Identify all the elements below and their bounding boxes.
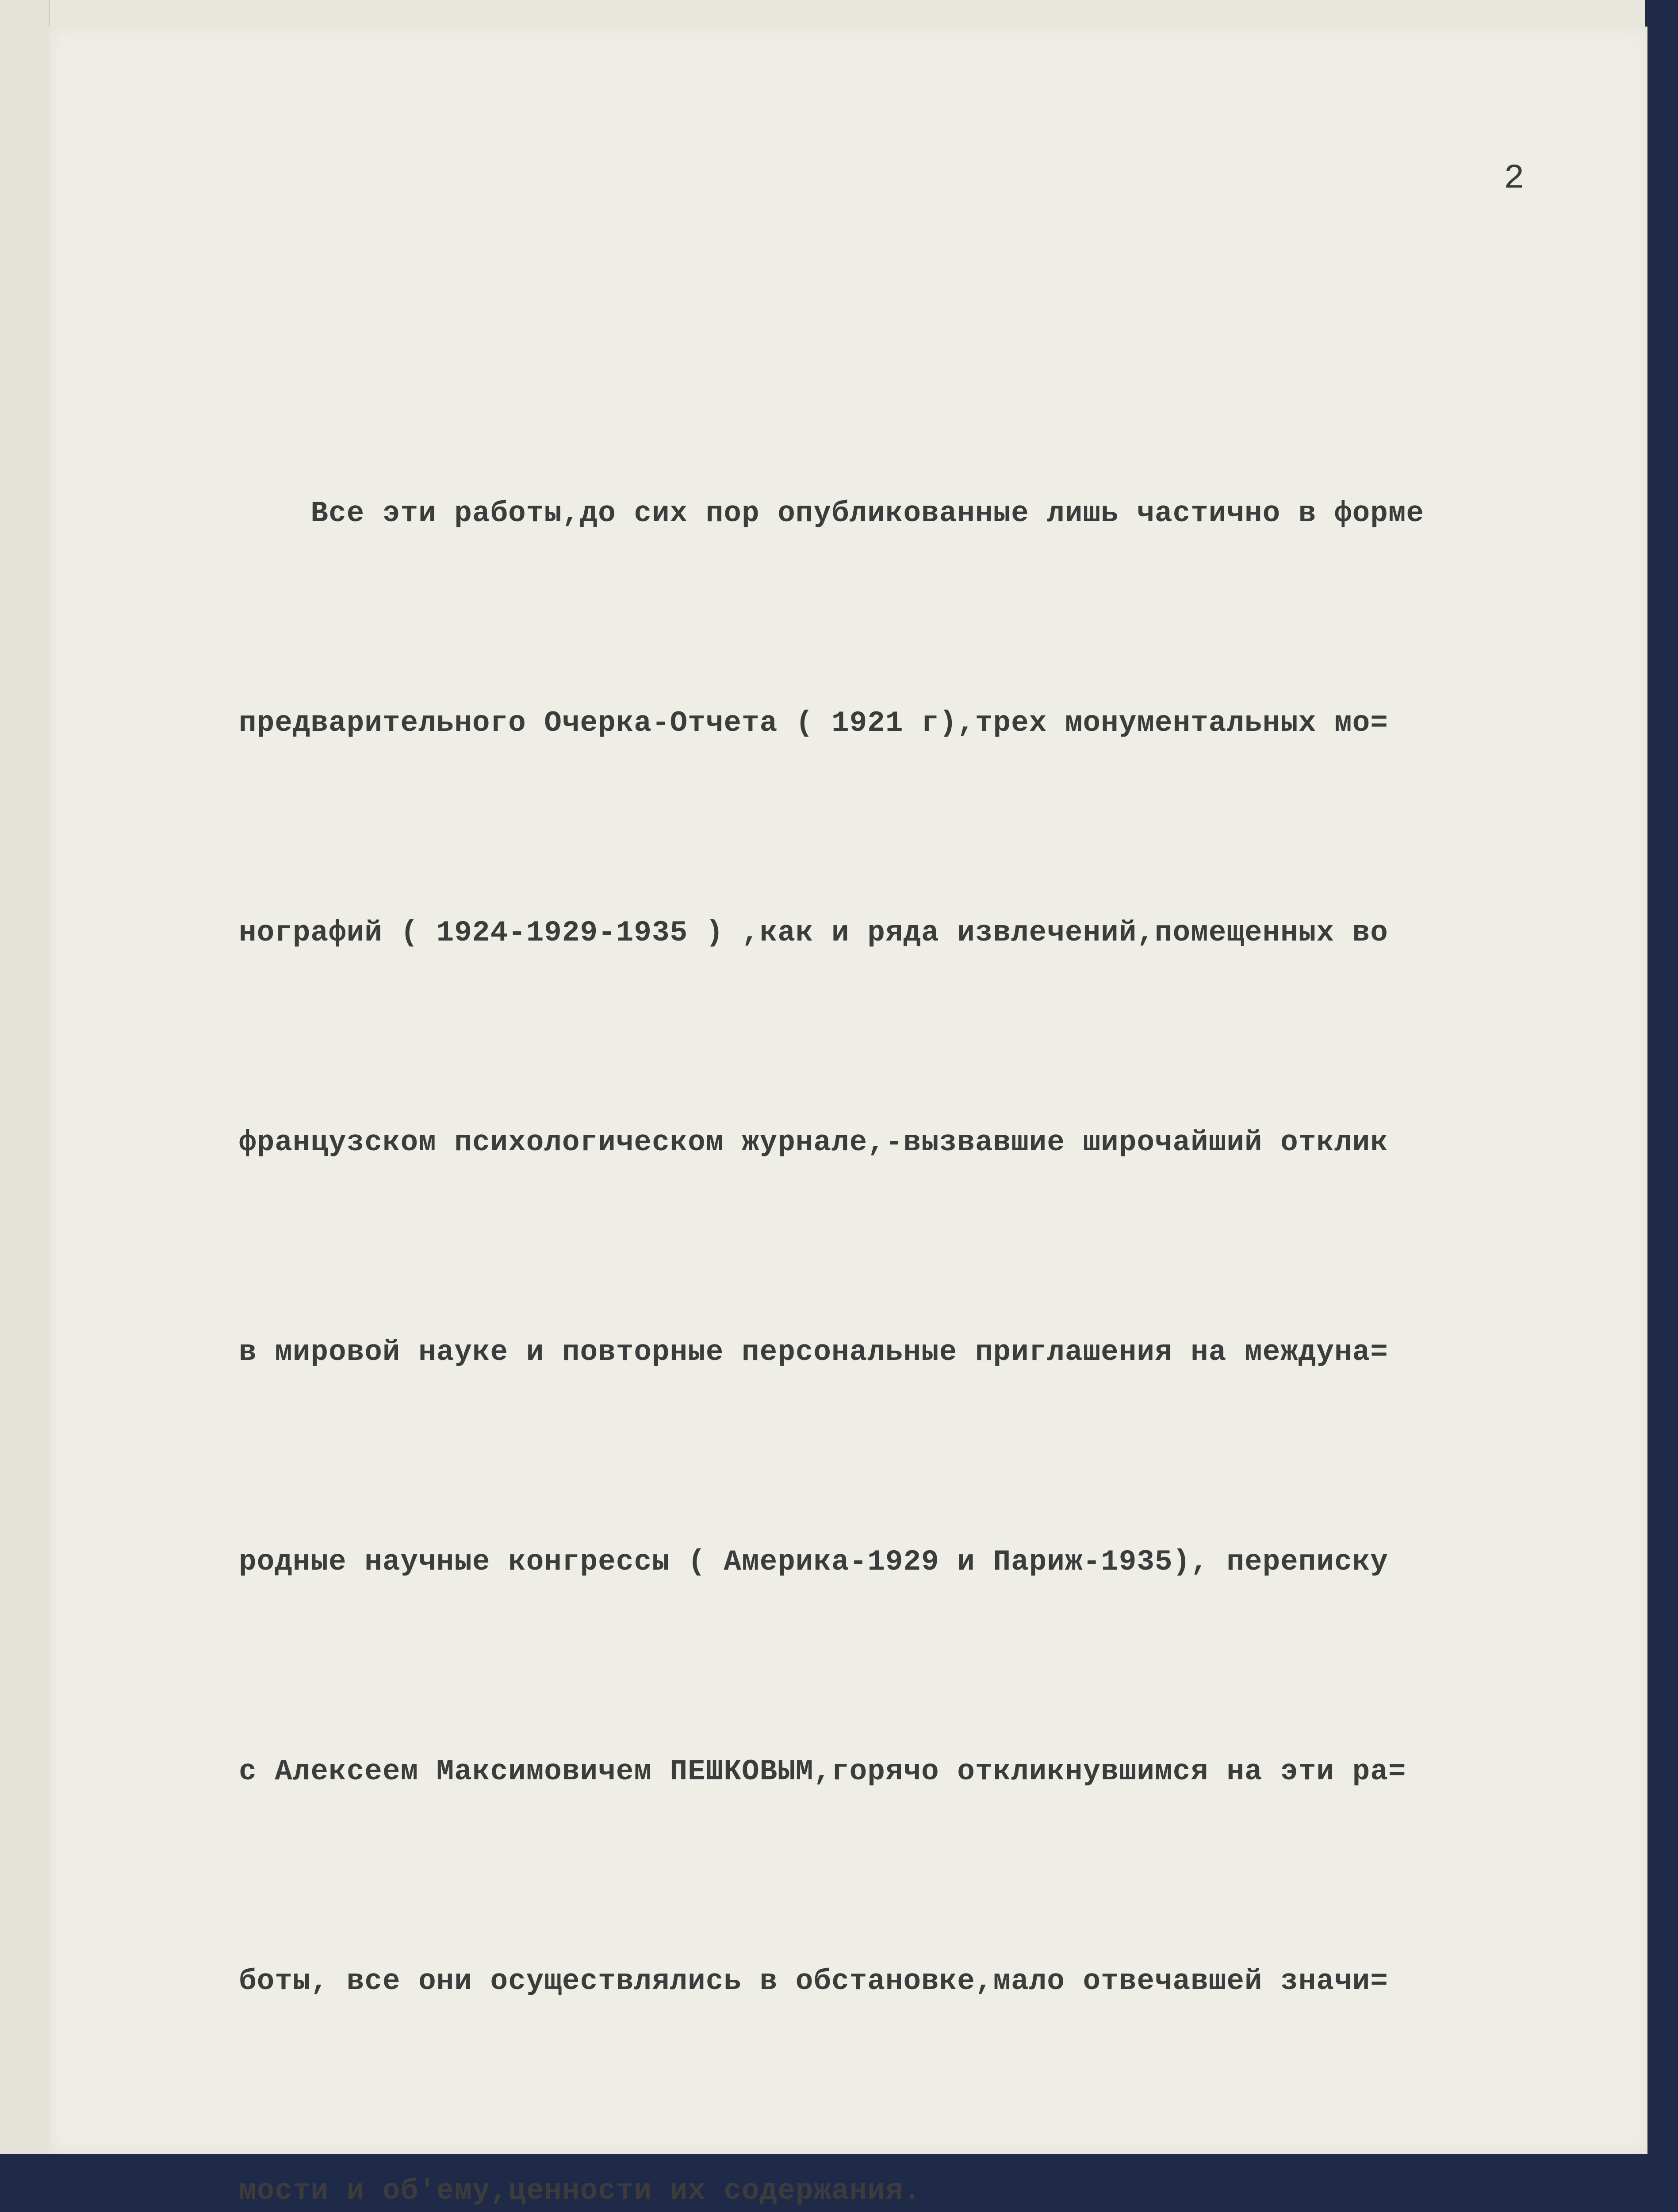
text-line: нографий ( 1924-1929-1935 ) ,как и ряда извлечений,помещенных во	[239, 916, 1388, 949]
paragraph-1	[239, 339, 1544, 2212]
text-line: родные научные конгрессы ( Америка-1929 и Париж-1935), переписку	[239, 1545, 1388, 1578]
typewritten-body	[239, 199, 1544, 2212]
text-line: боты, все они осуществлялись в обстановке,мало отвечавшей значи=	[239, 1965, 1388, 1998]
text-line: в мировой науке и повторные персональные приглашения на междуна=	[239, 1336, 1388, 1369]
text-line: предварительного Очерка-Отчета ( 1921 г),трех монументальных мо=	[239, 707, 1388, 740]
text-line: с Алексеем Максимовичем ПЕШКОВЫМ,горячо откликнувшимся на эти ра=	[239, 1755, 1406, 1788]
text-line: Все эти работы,до сих пор опубликованные лишь частично в форме	[239, 497, 1425, 530]
text-line: мости и об'ему,ценности их содержания.	[239, 2174, 922, 2208]
left-page-strip	[0, 0, 50, 2154]
page-number: 2	[1504, 159, 1525, 198]
text-line: французском психологическом журнале,-вызвавшие широчайший отклик	[239, 1126, 1388, 1159]
